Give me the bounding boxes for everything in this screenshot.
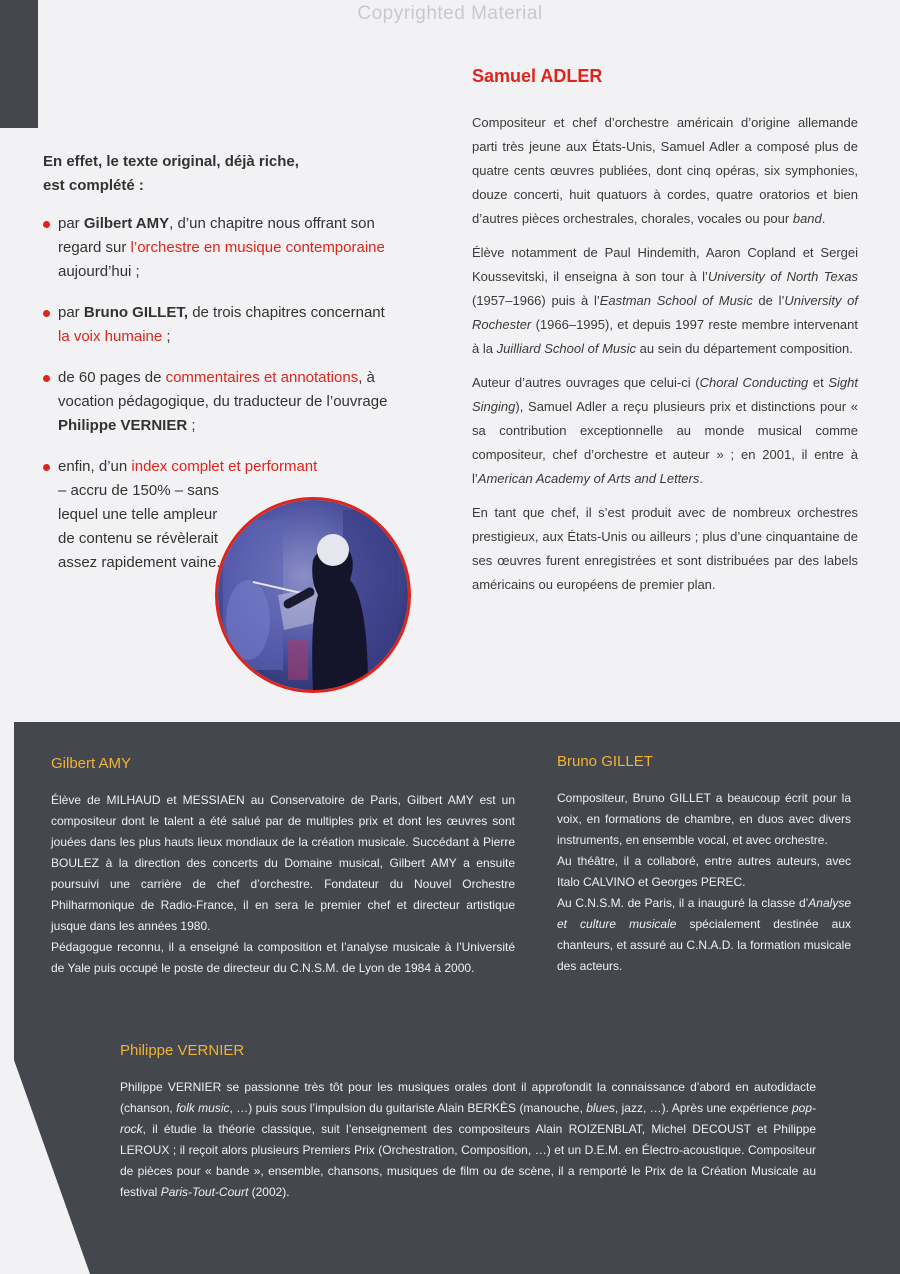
adler-paragraph: Compositeur et chef d’orchestre américain d’origine allemande parti très jeune aux États-Unis, Samuel Adler a composé plus de quatre cents œuvres publiées, dont cinq opéras, six symphonies, douze concerti, huit quatuors à cordes, quatre oratorios et bien d’autres pièces orchestrales, chorales, vocales ou pour band. [472,115,858,226]
amy-text: Pédagogue reconnu, il a enseigné la composition et l’analyse musicale à l’Université de Yale puis occupé le poste de directeur du C.N.S.M. de Lyon de 1984 à 2000. [51,940,515,975]
gillet-text: Au théâtre, il a collaboré, entre autres auteurs, avec Italo CALVINO et Georges PEREC. [557,854,851,889]
watermark: Copyrighted Material [357,3,543,24]
gillet-bio [557,751,851,977]
amy-text: Élève de MILHAUD et MESSIAEN au Conservatoire de Paris, Gilbert AMY est un compositeur dont le talent a été salué par de multiples prix et dont les œuvres sont jouées dans les plus hauts lieux mondiaux de la création musicale. Succédant à Pierre BOULEZ à la direction des concerts du Domaine musical, Gilbert AMY a ensuite poursuivi une carrière de chef d’orchestre. Fondateur du Nouvel Orchestre Philharmonique de Radio-France, il en sera le premier chef et directeur artistique jusque dans les années 1980. [51,793,515,933]
conductor-photo [215,497,411,693]
bullet-item: enfin, d’un index complet et performant – accru de 150% – sans lequel une telle ampleur de contenu se révèlerait assez rapidement vaine. [43,455,388,575]
vernier-title: Philippe VERNIER [120,1042,245,1059]
bullet-item: par Gilbert AMY, d’un chapitre nous offrant son regard sur l’orchestre en musique contemporaine aujourd’hui ; [43,212,388,284]
adler-paragraph: En tant que chef, il s’est produit avec de nombreux orchestres prestigieux, aux États-Unis ou ailleurs ; plus d’une cinquantaine de ses œuvres furent enregistrées et sont distribuées par des labels américains ou européens de premier plan. [472,505,858,592]
amy-title: Gilbert AMY [51,755,132,772]
bullet-item: par Bruno GILLET, de trois chapitres concernant la voix humaine ; [43,301,388,349]
gillet-text: Au C.N.S.M. de Paris, il a inauguré la classe d’Analyse et culture musicale spécialement destinée aux chanteurs, et assuré au C.N.A.D. la formation musicale des acteurs. [557,896,851,973]
adler-section [472,66,858,607]
bullet-icon [43,310,50,317]
vernier-bio [120,1040,816,1203]
gillet-text: Compositeur, Bruno GILLET a beaucoup écrit pour la voix, en formations de chambre, en duos avec divers instruments, en ensemble vocal, et avec orchestre. [557,791,851,847]
bullet-icon [43,464,50,471]
gillet-title: Bruno GILLET [557,753,653,770]
bullet-icon [43,375,50,382]
intro-text: En effet, le texte original, déjà riche, est complété : [43,153,299,194]
bullet-icon [43,221,50,228]
adler-title: Samuel ADLER [472,66,603,86]
adler-paragraph: Auteur d’autres ouvrages que celui-ci (Choral Conducting et Sight Singing), Samuel Adler a reçu plusieurs prix et distinctions pour « sa contribution exceptionnelle au monde musical comme compositeur, chef d’orchestre et auteur » ; en 2001, il entre à l’American Academy of Arts and Letters. [472,375,858,486]
adler-paragraph: Élève notamment de Paul Hindemith, Aaron Copland et Sergei Koussevitski, il enseigna à son tour à l’University of North Texas (1957–1966) puis à l’Eastman School of Music de l’University of Rochester (1966–1995), et depuis 1997 reste membre intervenant à la Juilliard School of Music au sein du département composition. [472,245,858,356]
vernier-text: Philippe VERNIER se passionne très tôt pour les musiques orales dont il approfondit la connaissance d’abord en autodidacte (chanson, folk music, …) puis sous l’impulsion du guitariste Alain BERKÈS (manouche, blues, jazz, …). Après une expérience pop-rock, il étudie la théorie classique, suit l’enseignement des compositeurs Alain ROIZENBLAT, Michel DECOUST et Philippe LEROUX ; il reçoit alors plusieurs Premiers Prix (Orchestration, Composition, …) et un D.E.M. en Électro-acoustique. Compositeur de pièces pour « bande », ensemble, chansons, musiques de film ou de scène, il a remporté le Prix de la Création Musicale au festival Paris-Tout-Court (2002). [120,1080,816,1199]
amy-bio [51,753,515,979]
bullet-item: de 60 pages de commentaires et annotations, à vocation pédagogique, du traducteur de l’ouvrage Philippe VERNIER ; [43,366,388,438]
